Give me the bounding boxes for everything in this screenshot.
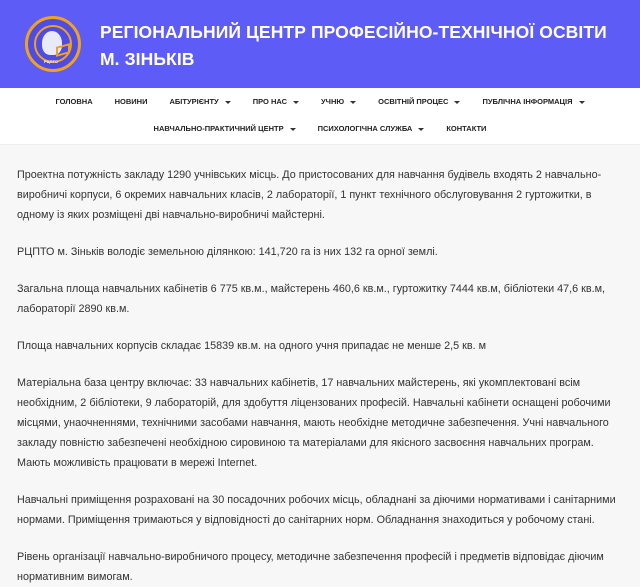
content-paragraph: Рівень організації навчально-виробничого процесу, методичне забезпечення професій і предметів відповідає діючим нормативним вимогам. (17, 551, 604, 583)
site-title-line2: М. ЗІНЬКІВ (100, 49, 195, 69)
content-paragraph: Проектна потужність закладу 1290 учнівських місць. До пристосованих для навчання будівель входять 2 навчально-виробничі корпуси, 6 окремих навчальних класів, 2 лабораторії, 1 пункт технічного обслуговування 2 гуртожитки, в одному із яких розміщені дві навчально-виробничі майстерні. (17, 169, 602, 221)
caret-down-icon (225, 101, 231, 104)
content-paragraph: Матеріальна база центру включає: 33 навчальних кабінетів, 17 навчальних майстерень, які укомплектовані всім необхідним, 2 бібліотеки, 9 лабораторій, для здобуття ліцензованих професій. Навчальні кабінети оснащені робочими місцями, унаочненнями, технічними засобами навчання, мають необхідне методичне забезпечення. Учні навчального закладу повністю забезпечені необхідною сировиною та матеріалами для якісного засвоєння навчальних програм. Мають можливість працювати в мережі Internet. (17, 377, 611, 469)
logo-icon[interactable] (25, 16, 81, 72)
nav-item-news[interactable] (104, 96, 159, 108)
content-paragraph: Загальна площа навчальних кабінетів 6 775 кв.м., майстерень 460,6 кв.м., гуртожитку 7444 кв.м, бібліотеки 47,6 кв.м, лабораторії 2890 кв.м. (17, 283, 606, 315)
nav-item-psychology-service[interactable] (307, 123, 436, 135)
nav-label: АБІТУРІЄНТУ (169, 97, 219, 106)
nav-label: КОНТАКТИ (446, 124, 487, 133)
nav-label: НАВЧАЛЬНО-ПРАКТИЧНИЙ ЦЕНТР (153, 124, 284, 133)
caret-down-icon (350, 101, 356, 104)
nav-label: УЧНЮ (321, 97, 345, 106)
caret-down-icon (579, 101, 585, 104)
caret-down-icon (293, 101, 299, 104)
nav-item-public-info[interactable] (471, 96, 595, 108)
nav-row-1 (0, 96, 640, 108)
page-content (0, 145, 640, 587)
nav-item-applicants[interactable] (159, 96, 242, 108)
site-title-line1: РЕГІОНАЛЬНИЙ ЦЕНТР ПРОФЕСІЙНО-ТЕХНІЧНОЇ ОСВІТИ (100, 22, 607, 42)
nav-label: ОСВІТНІЙ ПРОЦЕС (378, 97, 449, 106)
content-paragraph: Площа навчальних корпусів складає 15839 кв.м. на одного учня припадає не менше 2,5 кв. м (17, 340, 487, 352)
nav-row-2 (0, 123, 640, 135)
nav-label: ПУБЛІЧНА ІНФОРМАЦІЯ (482, 97, 573, 106)
logo-text: РЦПТО (44, 59, 58, 64)
nav-item-students[interactable] (310, 96, 367, 108)
content-paragraph: Навчальні приміщення розраховані на 30 посадочних робочих місць, обладнані за діючими нормативами і санітарними нормами. Приміщення тримаються у відповідності до санітарних норм. Обладнання знаходиться у робочому стані. (17, 494, 616, 526)
nav-item-about[interactable] (242, 96, 310, 108)
nav-label: НОВИНИ (114, 97, 148, 106)
nav-label: ПРО НАС (252, 97, 288, 106)
main-nav (0, 88, 640, 145)
nav-label: ПСИХОЛОГІЧНА СЛУЖБА (317, 124, 413, 133)
caret-down-icon (418, 128, 424, 131)
caret-down-icon (290, 128, 296, 131)
site-title[interactable] (100, 19, 607, 73)
nav-item-educational-process[interactable] (367, 96, 471, 108)
caret-down-icon (454, 101, 460, 104)
content-paragraph: РЦПТО м. Зіньків володіє земельною ділянкою: 141,720 га із них 132 га орної землі. (17, 246, 438, 258)
nav-item-contacts[interactable] (435, 123, 497, 135)
nav-label: ГОЛОВНА (55, 97, 93, 106)
nav-item-home[interactable] (44, 96, 103, 108)
nav-item-training-center[interactable] (143, 123, 307, 135)
site-header (0, 0, 640, 88)
